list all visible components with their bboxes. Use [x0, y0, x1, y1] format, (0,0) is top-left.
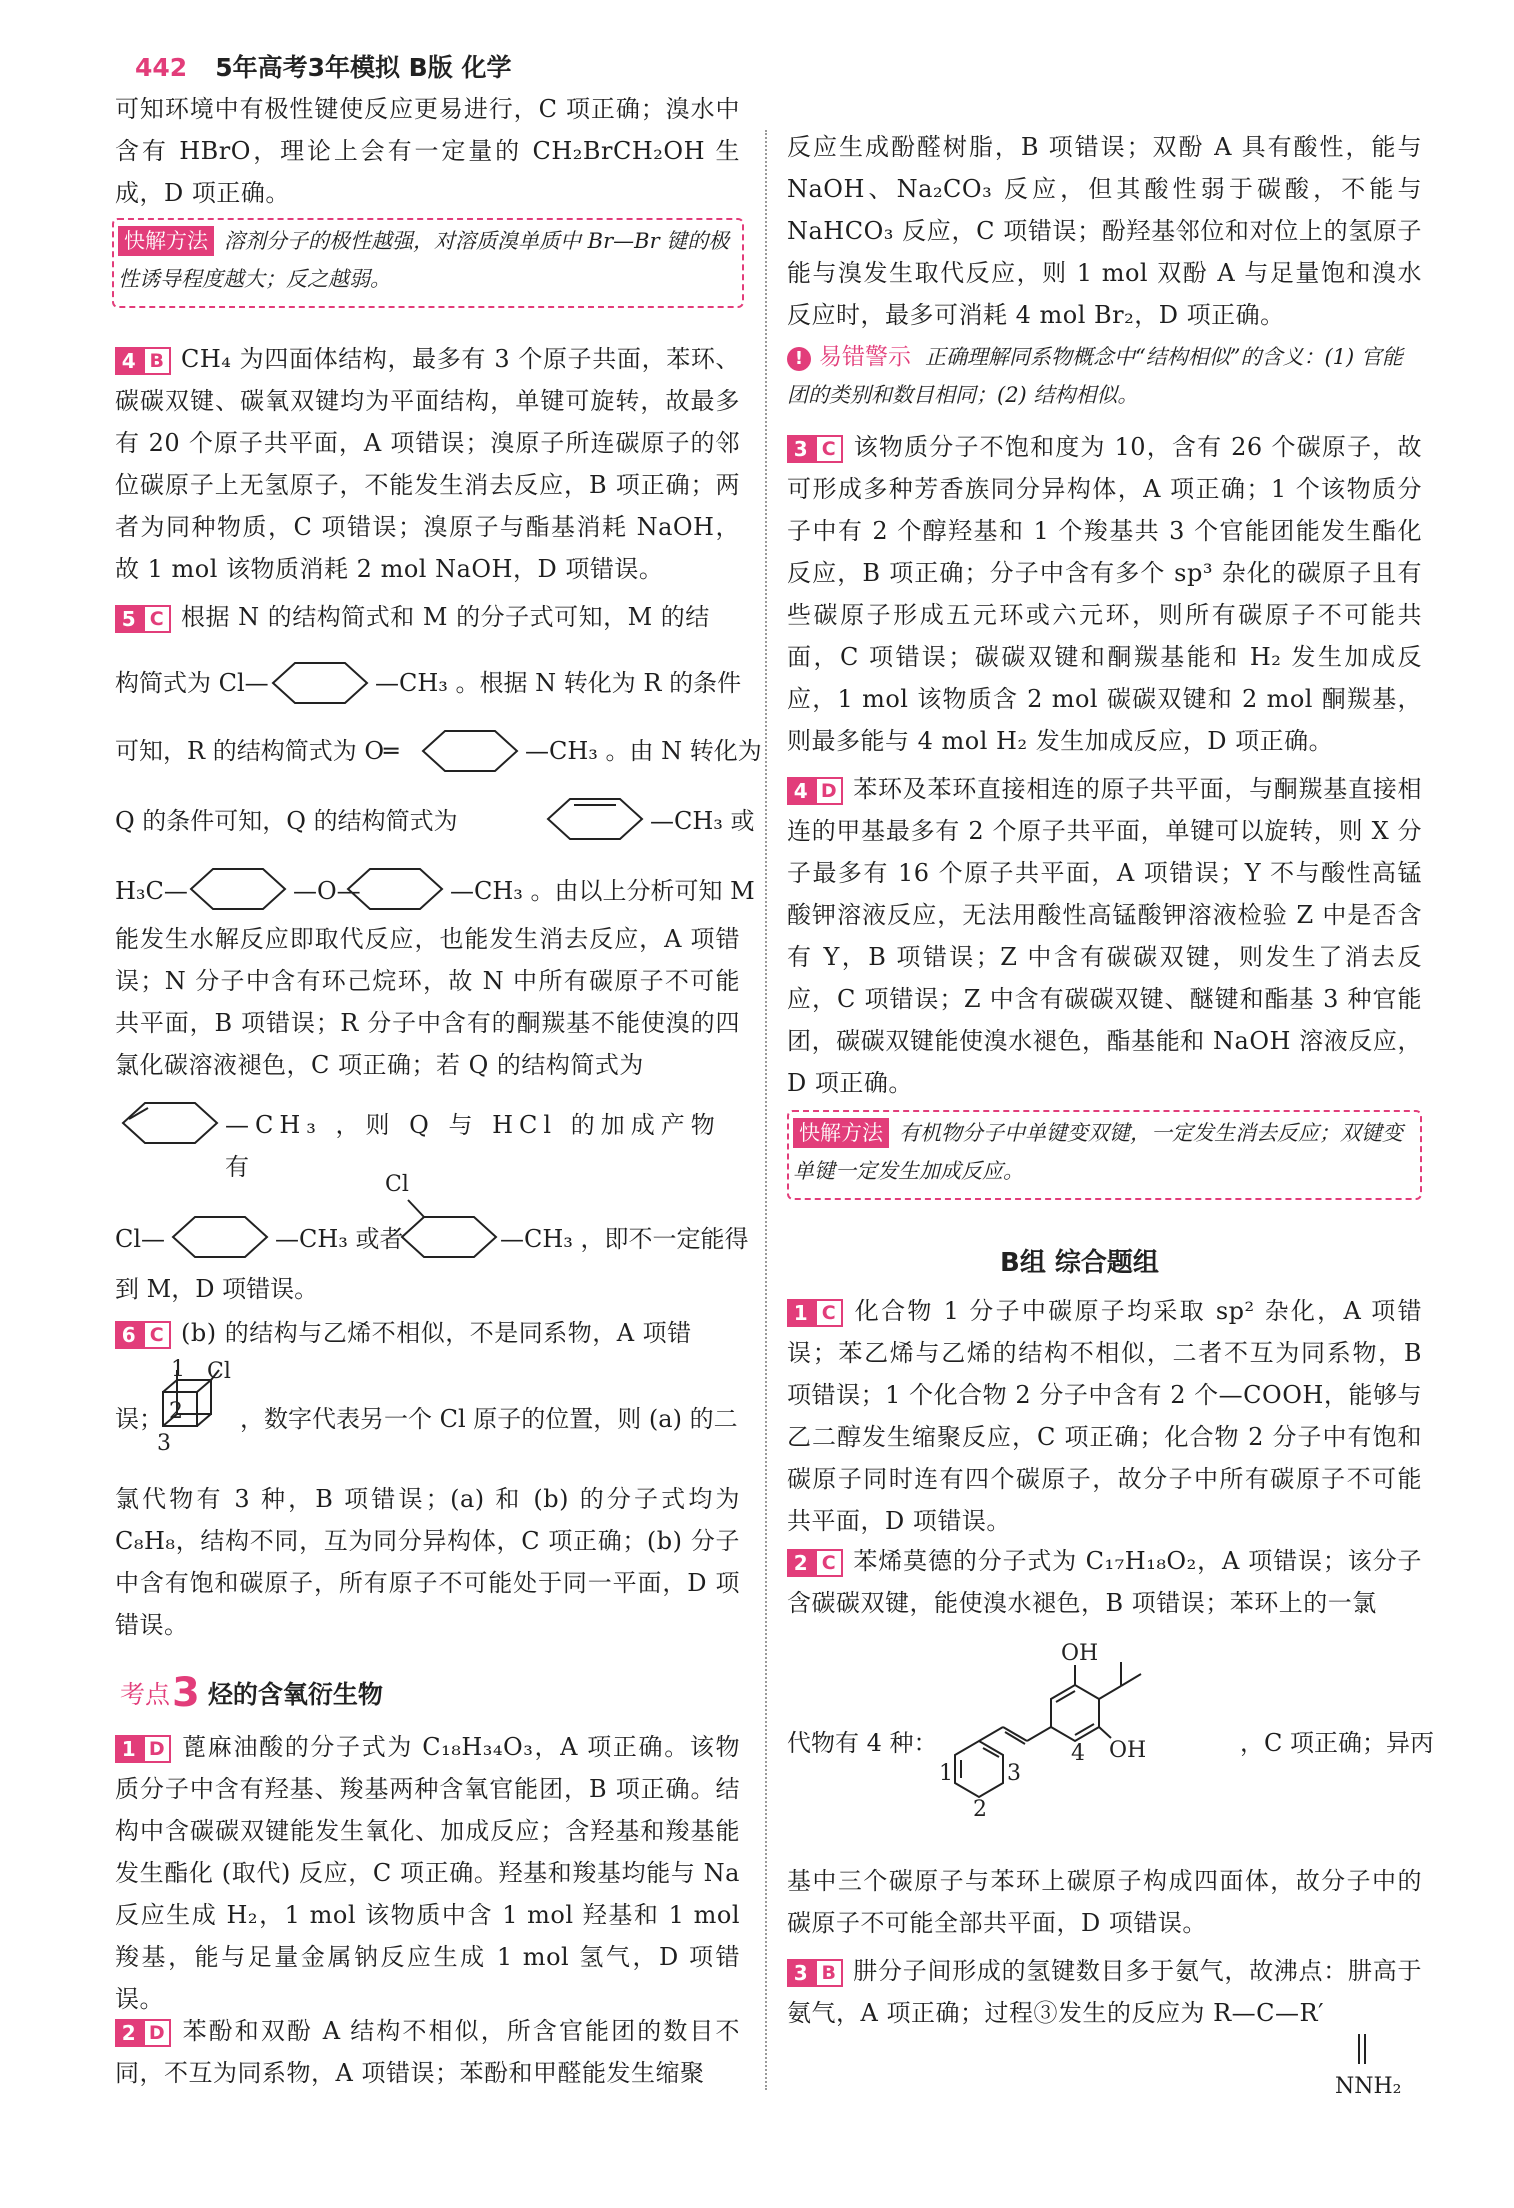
question-tag	[787, 1549, 843, 1577]
answer-text: 蓖麻油酸的分子式为 C₁₈H₃₄O₃，A 项正确。该物质分子中含有羟基、羧基两种含氧官能团，B 项正确。结构中含碳碳双键能发生氧化、加成反应；含羟基和羧基能发生酯化 (取代) 反应，C 项正确。羟基和羧基均能与 Na 反应生成 H₂，1 mol 该物质中含 1 mol 羟基和 1 mol 羧基，能与足量金属钠反应生成 1 mol 氢气，D 项错误。	[115, 1733, 740, 2013]
cyclohexane-ring	[265, 660, 375, 712]
question-number: 1	[787, 1299, 815, 1327]
cube-position-2: 2	[169, 1399, 183, 1424]
benvitimod-structure	[935, 1620, 1235, 1822]
question-tag	[115, 1735, 171, 1763]
q5-text-4b: —CH₃ 或	[650, 807, 755, 835]
cube-chlorine: Cl	[207, 1359, 231, 1384]
position-3: 3	[1007, 1761, 1021, 1786]
answer-text: 化合物 1 分子中碳原子均采取 sp² 杂化，A 项错误；苯乙烯与乙烯的结构不相似，二者不互为同系物，B 项错误；1 个化合物 2 分子中含有 2 个—COOH，能够与乙二醇发生缩聚反应，C 项正确；化合物 2 分子中有饱和碳原子同时连有四个碳原子，故分子中所有碳原子不可能共平面，D 项错误。	[787, 1297, 1422, 1535]
question-tag	[115, 2019, 171, 2047]
cube-position-1: 1	[171, 1357, 185, 1382]
tip-label: 快解方法	[118, 226, 214, 256]
b2-text-2a: 代物有 4 种：	[787, 1729, 938, 1757]
q5-text-4a: Q 的条件可知，Q 的结构简式为	[115, 807, 458, 835]
answer-letter: B	[815, 1959, 843, 1987]
q6-text-2b: ，数字代表另一个 Cl 原子的位置，则 (a) 的二	[240, 1405, 738, 1433]
tip-box-1	[112, 218, 744, 308]
section-answer-3	[787, 426, 1422, 762]
answer-text: CH₄ 为四面体结构，最多有 3 个原子共面，苯环、碳碳双键、碳氧双键均为平面结构，单键可旋转，故最多有 20 个原子共平面，A 项错误；溴原子所连碳原子的邻位碳原子上无氢原子，不能发生消去反应，B 项正确；两者为同种物质，C 项错误；溴原子与酯基消耗 NaOH，故 1 mol 该物质消耗 2 mol NaOH，D 项错误。	[115, 345, 740, 583]
q5-text-9: 到 M，D 项错误。	[115, 1275, 319, 1303]
question-number: 3	[787, 1959, 815, 1987]
section-kaodian: 考点	[120, 1680, 171, 1709]
q5-text-2a: 构简式为 Cl—	[115, 669, 269, 697]
answer-text: 该物质分子不饱和度为 10，含有 26 个碳原子，故可形成多种芳香族同分异构体，A 项正确；1 个该物质分子中有 2 个醇羟基和 1 个羧基共 3 个官能团能发生酯化反应，B 项正确；分子中含有多个 sp³ 杂化的碳原子且有些碳原子形成五元环或六元环，则所有碳原子不可能共面，C 项错误；碳碳双键和酮羰基能和 H₂ 发生加成反应，1 mol 该物质含 2 mol 碳碳双键和 2 mol 酮羰基，则最多能与 4 mol H₂ 发生加成反应，D 项正确。	[787, 433, 1422, 755]
answer-letter: C	[815, 1549, 843, 1577]
tip-text: 有机物分子中单键变双键，一定发生消去反应；双键变单键一定发生加成反应。	[793, 1121, 1403, 1183]
answer-letter: D	[143, 1735, 171, 1763]
chloro-cyclohexane-ring	[398, 1200, 508, 1272]
q5-text-6: 能发生水解反应即取代反应，也能发生消去反应，A 项错误；N 分子中含有环己烷环，故 N 中所有碳原子不可能共平面，B 项错误；R 分子中含有的酮羰基不能使溴的四氯化碳溶液褪色，C 项正确；若 Q 的结构简式为	[115, 925, 740, 1079]
cyclohexane-ring	[183, 866, 293, 918]
warning-text: 正确理解同系物概念中“结构相似”的含义：(1) 官能团的类别和数目相同；(2) 结构相似。	[787, 345, 1403, 407]
cyclohexene-ring	[540, 796, 650, 848]
cube-position-3: 3	[157, 1431, 171, 1456]
q5-text-5a: H₃C—	[115, 877, 188, 905]
answer-letter: C	[815, 435, 843, 463]
q6-text-2a: 误；	[115, 1405, 163, 1433]
tip-text: 溶剂分子的极性越强，对溶质溴单质中 Br—Br 键的极性诱导程度越大；反之越弱。	[118, 229, 730, 291]
answer-text: (b) 的结构与乙烯不相似，不是同系物，A 项错	[181, 1319, 692, 1347]
b2-text-3: 基中三个碳原子与苯环上碳原子构成四面体，故分子中的碳原子不可能全部共平面，D 项错误。	[787, 1867, 1422, 1937]
warning-label: 易错警示	[819, 344, 911, 370]
answer-text: 肼分子间形成的氢键数目多于氨气，故沸点：肼高于氨气，A 项正确；过程③发生的反应为 R—C—R′	[787, 1957, 1422, 2027]
question-number: 4	[115, 347, 143, 375]
question-number: 2	[787, 1549, 815, 1577]
question-tag	[787, 1299, 843, 1327]
group-title: B组 综合题组	[1000, 1248, 1159, 1278]
warning-icon: !	[787, 347, 811, 371]
question-number: 4	[787, 777, 815, 805]
section-answer-4	[787, 768, 1422, 1104]
group-answer-1	[787, 1290, 1422, 1542]
page-number: 442	[135, 53, 188, 82]
q6-text-3: 氯代物有 3 种，B 项错误；(a) 和 (b) 的分子式均为 C₈H₈，结构不同，互为同分异构体，C 项正确；(b) 分子中含有饱和碳原子，所有原子不可能处于同一平面，D 项错误。	[115, 1485, 740, 1639]
question-tag	[787, 1959, 843, 1987]
question-tag	[115, 1321, 171, 1349]
nnh2-label: NNH₂	[1335, 2074, 1402, 2099]
column-divider	[765, 130, 767, 2090]
question-number: 1	[115, 1735, 143, 1763]
answer-text: 根据 N 的结构简式和 M 的分子式可知，M 的结	[181, 603, 710, 631]
q5-text-5b: —O—	[293, 877, 361, 905]
hydroxyl-label-top: OH	[1061, 1641, 1099, 1666]
cyclohexene-ring	[115, 1100, 225, 1152]
section-header	[120, 1670, 383, 1716]
q5-text-7b: —CH₃ ，则 Q 与 HCl 的加成产物有	[225, 1111, 721, 1181]
position-1: 1	[939, 1761, 953, 1786]
section-answer-1	[115, 1726, 740, 2020]
answer-letter: D	[815, 777, 843, 805]
tip-box-2	[787, 1110, 1422, 1200]
cyclohexane-ring	[340, 866, 450, 918]
q5-text-8a: Cl—	[115, 1225, 166, 1253]
page-header	[135, 48, 511, 84]
question-number: 2	[115, 2019, 143, 2047]
answer-letter: C	[143, 605, 171, 633]
continued-paragraph: 反应生成酚醛树脂，B 项错误；双酚 A 具有酸性，能与 NaOH、Na₂CO₃ 反应，但其酸性弱于碳酸，不能与 NaHCO₃ 反应，C 项错误；酚羟基邻位和对位上的氢原子能与溴发生取代反应，则 1 mol 双酚 A 与足量饱和溴水反应时，最多可消耗 4 mol Br₂，D 项正确。	[787, 133, 1422, 329]
answer-text: 苯环及苯环直接相连的原子共平面，与酮羰基直接相连的甲基最多有 2 个原子共平面，单键可以旋转，则 X 分子最多有 16 个原子共平面，A 项错误；Y 不与酸性高锰酸钾溶液反应，无法用酸性高锰酸钾溶液检验 Z 中是否含有 Y，B 项错误；Z 中含有碳碳双键，则发生了消去反应，C 项错误；Z 中含有碳碳双键、醚键和酯基 3 种官能团，碳碳双键能使溴水褪色，酯基能和 NaOH 溶液反应，D 项正确。	[787, 775, 1422, 1097]
q5-text-8b: —CH₃ 或者	[275, 1225, 404, 1253]
section-title: 烃的含氧衍生物	[207, 1680, 383, 1709]
answer-letter: C	[143, 1321, 171, 1349]
question-tag	[115, 347, 171, 375]
b2-text-2b: ，C 项正确；异丙	[1240, 1729, 1434, 1757]
q5-text-3a: 可知，R 的结构简式为 O═	[115, 737, 399, 765]
question-number: 5	[115, 605, 143, 633]
position-4: 4	[1071, 1741, 1085, 1766]
answer-letter: C	[815, 1299, 843, 1327]
intro-paragraph: 可知环境中有极性键使反应更易进行，C 项正确；溴水中含有 HBrO，理论上会有一定量的 CH₂BrCH₂OH 生成，D 项正确。	[115, 95, 740, 207]
question-number: 3	[787, 435, 815, 463]
question-tag	[787, 777, 843, 805]
answer-4	[115, 338, 740, 590]
chlorine-label: Cl	[385, 1172, 409, 1197]
answer-6-line1	[115, 1312, 740, 1354]
book-title: 5年高考3年模拟 B版 化学	[215, 53, 512, 82]
q5-text-8c: —CH₃ ，即不一定能得	[500, 1225, 749, 1253]
section-answer-2	[115, 2010, 740, 2094]
question-tag	[787, 435, 843, 463]
answer-letter: B	[143, 347, 171, 375]
q5-text-3b: —CH₃ 。由 N 转化为	[525, 737, 762, 765]
cyclohexane-ring	[415, 728, 525, 780]
question-number: 6	[115, 1321, 143, 1349]
group-answer-3	[787, 1950, 1422, 2034]
answer-5-line1	[115, 596, 740, 638]
q5-text-2b: —CH₃ 。根据 N 转化为 R 的条件	[375, 669, 742, 697]
hydroxyl-label-bottom: OH	[1109, 1738, 1147, 1763]
answer-text: 苯烯莫德的分子式为 C₁₇H₁₈O₂，A 项错误；该分子含碳碳双键，能使溴水褪色，B 项错误；苯环上的一氯	[787, 1547, 1422, 1617]
cyclohexane-ring	[165, 1214, 275, 1266]
section-number: 3	[172, 1670, 200, 1716]
q5-text-5c: —CH₃ 。由以上分析可知 M	[450, 877, 755, 905]
question-tag	[115, 605, 171, 633]
answer-letter: D	[143, 2019, 171, 2047]
group-answer-2	[787, 1540, 1422, 1624]
position-2: 2	[973, 1797, 987, 1822]
tip-label: 快解方法	[793, 1118, 889, 1148]
answer-text: 苯酚和双酚 A 结构不相似，所含官能团的数目不同，不互为同系物，A 项错误；苯酚和甲醛能发生缩聚	[115, 2017, 740, 2087]
warning-note	[787, 338, 1422, 414]
